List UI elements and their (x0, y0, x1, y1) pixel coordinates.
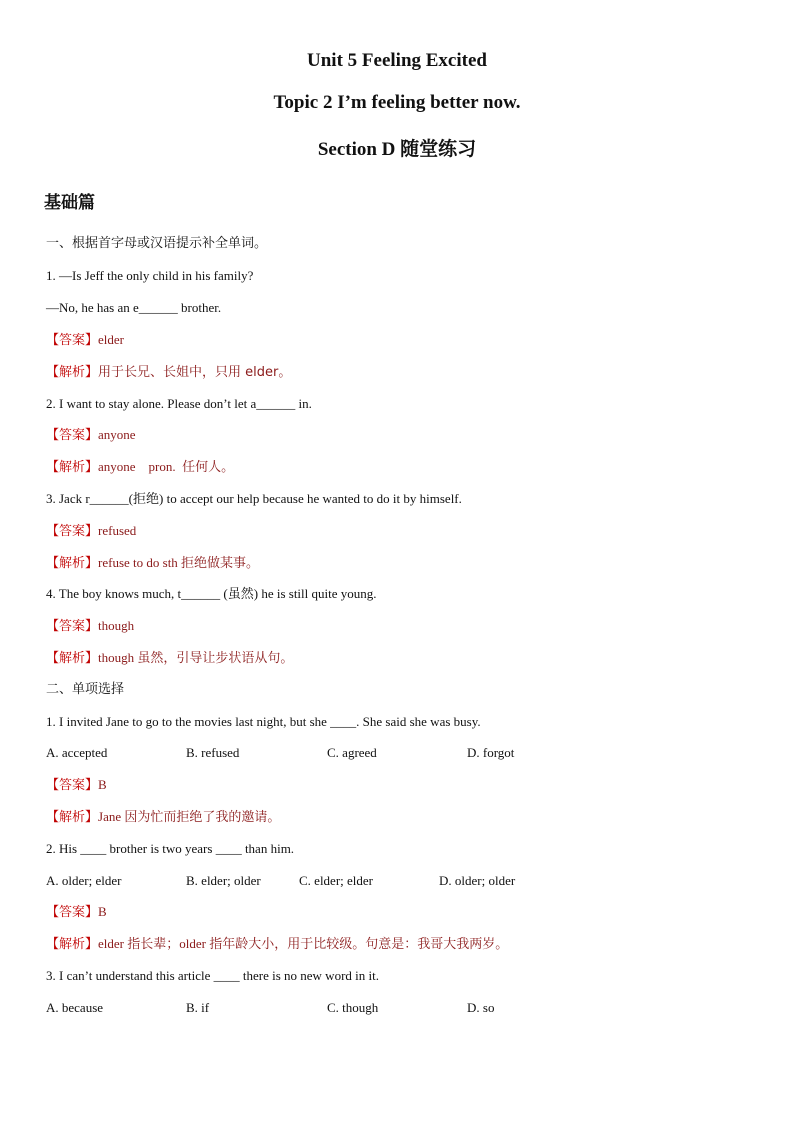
p1-q1-answer (46, 332, 124, 349)
answer-label: 【答案】 (46, 619, 99, 634)
answer-text: elder (98, 332, 124, 347)
p1-q1-explanation (46, 364, 291, 381)
explanation-text: though 虽然，引导让步状语从句。 (98, 650, 294, 665)
p1-q2-line1: 2. I want to stay alone. Please don’t let a______ in. (46, 396, 312, 411)
p1-q2-answer (46, 427, 136, 444)
p2-q2-option-b: B. elder; older (186, 873, 261, 888)
p2-q3-option-d: D. so (467, 1000, 495, 1015)
p2-q1-option-a: A. accepted (46, 745, 108, 760)
p2-q2-option-c: C. elder; elder (299, 873, 373, 888)
answer-text: refused (98, 523, 137, 538)
p1-q1-line1: 1. —Is Jeff the only child in his family? (46, 268, 254, 283)
answer-label: 【答案】 (46, 333, 99, 348)
answer-label: 【答案】 (46, 778, 99, 793)
answer-label: 【答案】 (46, 905, 99, 920)
p1-q3-explanation (46, 555, 259, 572)
explanation-text: Jane 因为忙而拒绝了我的邀请。 (98, 809, 281, 824)
p2-q2-answer (46, 904, 107, 921)
explanation-text: anyone pron. 任何人。 (98, 459, 235, 474)
p2-q3-option-c: C. though (327, 1000, 379, 1015)
p2-q1-option-b: B. refused (186, 745, 240, 760)
answer-text: anyone (98, 427, 136, 442)
p1-q4-line1: 4. The boy knows much, t______ (虽然) he is still quite young. (46, 586, 377, 601)
explanation-label: 【解析】 (46, 937, 99, 952)
p2-q3-option-a: A. because (46, 1000, 104, 1015)
p2-q2-explanation (46, 936, 508, 953)
p1-q1-line2: —No, he has an e______ brother. (46, 300, 222, 315)
p1-q3-line1: 3. Jack r______(拒绝) to accept our help because he wanted to do it by himself. (46, 491, 462, 506)
p2-q2-line1: 2. His ____ brother is two years ____ than him. (46, 841, 295, 856)
answer-text: B (98, 777, 107, 792)
explanation-text: refuse to do sth 拒绝做某事。 (98, 555, 260, 570)
p1-q4-explanation (46, 650, 293, 667)
p1-q2-explanation (46, 459, 234, 476)
topic-title: Topic 2 I’m feeling better now. (273, 92, 521, 113)
p2-q1-option-c: C. agreed (327, 745, 377, 760)
explanation-label: 【解析】 (46, 365, 99, 380)
p2-q2-option-d: D. older; older (439, 873, 516, 888)
p1-q4-answer (46, 618, 134, 635)
explanation-label: 【解析】 (46, 460, 99, 475)
p2-q1-explanation (46, 809, 280, 826)
part2-heading: 二、单项选择 (46, 682, 125, 697)
answer-label: 【答案】 (46, 524, 99, 539)
unit-title: Unit 5 Feeling Excited (307, 50, 487, 71)
p1-q3-answer (46, 523, 136, 540)
p2-q1-line1: 1. I invited Jane to go to the movies last night, but she ____. She said she was busy. (46, 714, 481, 729)
answer-text: B (98, 904, 107, 919)
p2-q1-answer (46, 777, 107, 794)
explanation-text: elder 指长辈；older 指年龄大小，用于比较级。句意是：我哥大我两岁。 (98, 936, 509, 951)
answer-label: 【答案】 (46, 428, 99, 443)
explanation-label: 【解析】 (46, 651, 99, 666)
explanation-label: 【解析】 (46, 810, 99, 825)
p2-q3-line1: 3. I can’t understand this article ____ there is no new word in it. (46, 968, 379, 983)
basic-heading: 基础篇 (44, 193, 95, 213)
p2-q1-option-d: D. forgot (467, 745, 515, 760)
explanation-label: 【解析】 (46, 556, 99, 571)
p2-q3-option-b: B. if (186, 1000, 210, 1015)
explanation-text: 用于长兄、长姐中，只用 elder。 (98, 365, 292, 380)
p2-q2-option-a: A. older; elder (46, 873, 122, 888)
answer-text: though (98, 618, 135, 633)
section-title: Section D 随堂练习 (317, 139, 477, 160)
part1-heading: 一、根据首字母或汉语提示补全单词。 (46, 236, 268, 251)
